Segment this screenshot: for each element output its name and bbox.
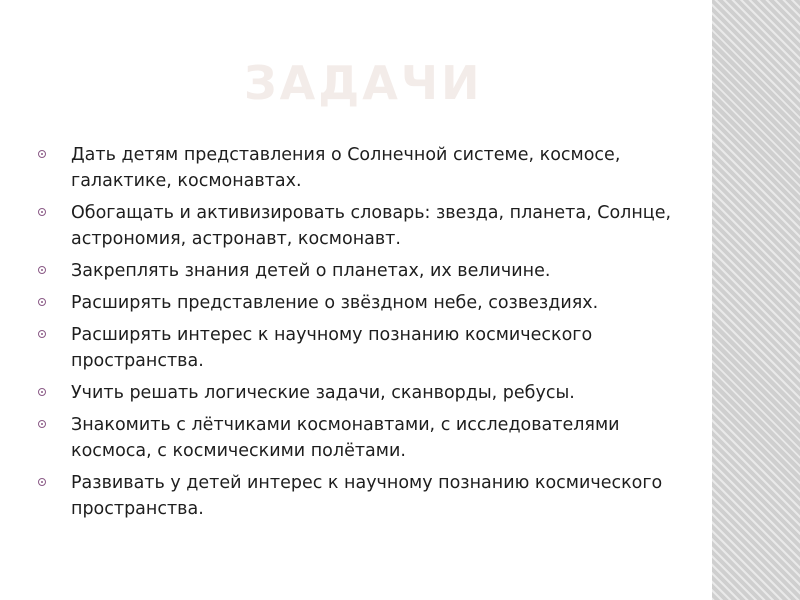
circle-bullet-icon [38, 150, 46, 158]
bullet-item [38, 470, 678, 522]
bullet-item [38, 142, 678, 194]
bullet-text: Расширять интерес к научному познанию космического пространства. [71, 325, 593, 371]
bullet-item [38, 290, 678, 316]
slide-title: ЗАДАЧИ [244, 56, 483, 110]
bullet-text: Закреплять знания детей о планетах, их величине. [71, 261, 551, 281]
side-decoration-band [712, 0, 800, 600]
bullet-text: Знакомить с лётчиками космонавтами, с исследователями космоса, с космическими полётами. [71, 415, 620, 461]
bullet-text: Расширять представление о звёздном небе, созвездиях. [71, 293, 599, 313]
bullet-item [38, 380, 678, 406]
circle-bullet-icon [38, 330, 46, 338]
bullet-text: Учить решать логические задачи, сканворды, ребусы. [71, 383, 575, 403]
circle-bullet-icon [38, 266, 46, 274]
circle-bullet-icon [38, 298, 46, 306]
bullet-item [38, 322, 678, 374]
bullet-text: Дать детям представления о Солнечной системе, космосе, галактике, космонавтах. [71, 145, 621, 191]
bullet-list [38, 142, 678, 528]
bullet-item [38, 412, 678, 464]
bullet-text: Обогащать и активизировать словарь: звезда, планета, Солнце, астрономия, астронавт, космонавт. [71, 203, 672, 249]
circle-bullet-icon [38, 388, 46, 396]
circle-bullet-icon [38, 420, 46, 428]
bullet-item [38, 200, 678, 252]
bullet-text: Развивать у детей интерес к научному познанию космического пространства. [71, 473, 663, 519]
circle-bullet-icon [38, 208, 46, 216]
circle-bullet-icon [38, 478, 46, 486]
bullet-item [38, 258, 678, 284]
